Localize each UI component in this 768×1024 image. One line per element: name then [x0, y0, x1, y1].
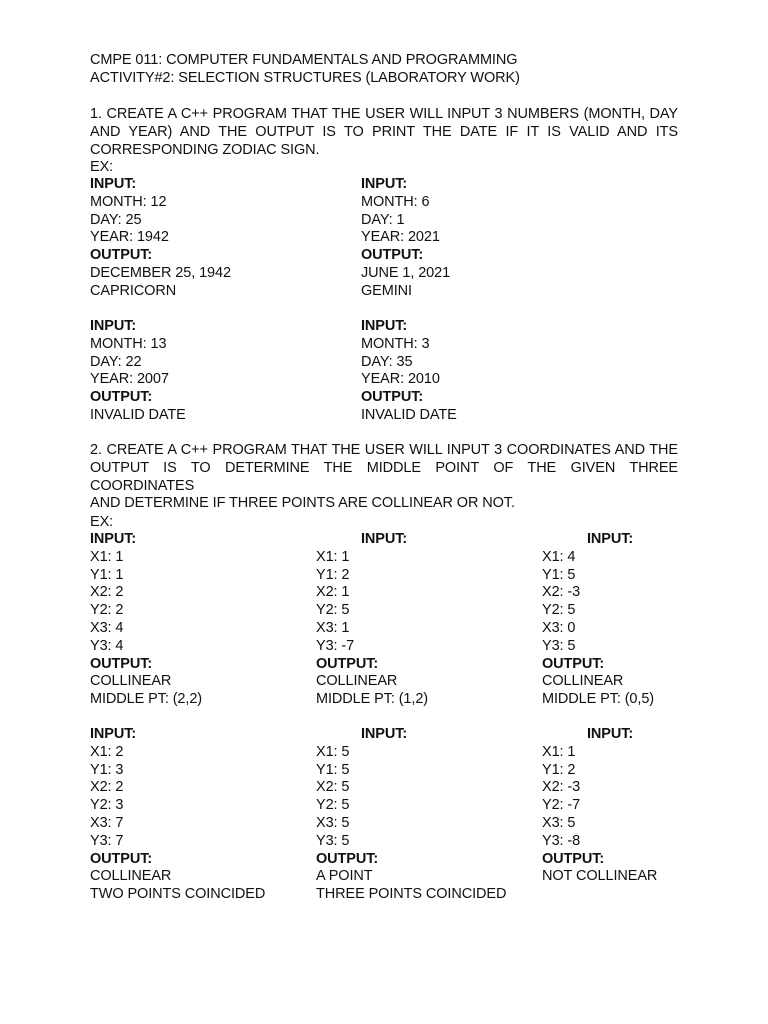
input-value: X1: 1 [90, 548, 124, 565]
input-label: INPUT: [361, 531, 408, 547]
input-value: X3: 5 [316, 814, 350, 831]
input-value: Y1: 5 [542, 566, 576, 583]
output-value: COLLINEAR [90, 868, 172, 885]
output-label: OUTPUT: [316, 655, 379, 672]
input-value: Y3: -8 [542, 832, 581, 849]
coordinate-example [90, 726, 265, 904]
question-2-line: OUTPUT IS TO DETERMINE THE MIDDLE POINT OF THE GIVEN THREE COORDINATES [90, 459, 678, 494]
coordinate-example [316, 531, 428, 709]
input-value: X3: 0 [542, 619, 576, 636]
output-value: COLLINEAR [542, 673, 624, 690]
input-value: Y2: 5 [542, 602, 576, 619]
input-value: Y3: -7 [316, 637, 355, 654]
input-value: X1: 1 [542, 743, 576, 760]
output-label: OUTPUT: [542, 655, 605, 672]
input-label: INPUT: [361, 176, 408, 192]
question-1-ex-label: EX: [90, 159, 114, 175]
coordinate-example [542, 726, 657, 886]
input-value: DAY: 35 [361, 353, 413, 370]
input-value: X3: 1 [316, 619, 350, 636]
input-value: DAY: 22 [90, 353, 142, 370]
date-example [361, 176, 450, 301]
coordinate-example [90, 531, 202, 709]
input-value: DAY: 25 [90, 211, 142, 228]
input-value: Y3: 5 [542, 637, 576, 654]
input-value: Y3: 4 [90, 637, 124, 654]
input-value: Y2: -7 [542, 797, 581, 814]
output-value: TWO POINTS COINCIDED [90, 886, 266, 903]
input-value: Y3: 5 [316, 832, 350, 849]
input-value: YEAR: 2021 [361, 229, 440, 246]
input-value: Y2: 3 [90, 797, 124, 814]
coordinate-example [542, 531, 654, 709]
input-value: YEAR: 2010 [361, 371, 440, 388]
output-label: OUTPUT: [316, 850, 379, 867]
input-value: X2: 1 [316, 584, 350, 601]
output-label: OUTPUT: [361, 389, 424, 406]
question-2-line: 2. CREATE A C++ PROGRAM THAT THE USER WILL INPUT 3 COORDINATES AND THE [90, 442, 678, 458]
input-label: INPUT: [361, 726, 408, 742]
question-1-line: 1. CREATE A C++ PROGRAM THAT THE USER WILL INPUT 3 NUMBERS (MONTH, DAY [90, 106, 678, 122]
output-value: GEMINI [361, 282, 412, 299]
output-label: OUTPUT: [361, 247, 424, 264]
input-value: Y3: 7 [90, 832, 124, 849]
course-title: CMPE 011: COMPUTER FUNDAMENTALS AND PROGRAMMING [90, 52, 518, 68]
input-value: MONTH: 3 [361, 335, 430, 352]
input-value: YEAR: 1942 [90, 229, 169, 246]
output-value: DECEMBER 25, 1942 [90, 264, 231, 281]
input-value: X2: -3 [542, 584, 581, 601]
coordinate-example [316, 726, 506, 904]
input-value: X1: 5 [316, 743, 350, 760]
activity-title: ACTIVITY#2: SELECTION STRUCTURES (LABORATORY WORK) [90, 70, 520, 86]
input-value: X2: 2 [90, 584, 124, 601]
input-value: Y1: 5 [316, 761, 350, 778]
input-value: X3: 5 [542, 814, 576, 831]
date-example [361, 318, 457, 425]
input-value: DAY: 1 [361, 211, 405, 228]
input-value: X2: 2 [90, 779, 124, 796]
input-value: X3: 4 [90, 619, 124, 636]
input-value: Y1: 1 [90, 566, 124, 583]
input-value: X1: 1 [316, 548, 350, 565]
input-label: INPUT: [90, 176, 137, 192]
input-label: INPUT: [361, 318, 408, 334]
input-value: Y2: 2 [90, 602, 124, 619]
input-label: INPUT: [90, 531, 137, 547]
input-value: Y1: 2 [542, 761, 576, 778]
output-value: NOT COLLINEAR [542, 868, 658, 885]
input-value: Y2: 5 [316, 797, 350, 814]
input-value: X3: 7 [90, 814, 124, 831]
output-value: INVALID DATE [361, 406, 457, 423]
question-2-text [90, 442, 678, 513]
input-label: INPUT: [90, 318, 137, 334]
date-example [90, 318, 186, 425]
input-value: X2: 5 [316, 779, 350, 796]
output-label: OUTPUT: [542, 850, 605, 867]
output-value: CAPRICORN [90, 282, 177, 299]
input-value: MONTH: 12 [90, 193, 167, 210]
input-label: INPUT: [587, 531, 634, 547]
output-label: OUTPUT: [90, 850, 153, 867]
output-value: MIDDLE PT: (2,2) [90, 691, 203, 708]
question-1-line: CORRESPONDING ZODIAC SIGN. [90, 141, 320, 158]
output-value: MIDDLE PT: (1,2) [316, 691, 429, 708]
output-value: MIDDLE PT: (0,5) [542, 691, 655, 708]
input-value: YEAR: 2007 [90, 371, 169, 388]
input-label: INPUT: [90, 726, 137, 742]
input-value: Y1: 3 [90, 761, 124, 778]
question-1-line: AND YEAR) AND THE OUTPUT IS TO PRINT THE DATE IF IT IS VALID AND ITS [90, 123, 678, 140]
input-value: X2: -3 [542, 779, 581, 796]
input-value: Y1: 2 [316, 566, 350, 583]
output-value: A POINT [316, 868, 373, 885]
output-label: OUTPUT: [90, 389, 153, 406]
output-value: JUNE 1, 2021 [361, 264, 451, 281]
question-2-ex-label: EX: [90, 514, 114, 530]
output-label: OUTPUT: [90, 655, 153, 672]
question-1-text [90, 106, 678, 159]
input-value: MONTH: 6 [361, 193, 430, 210]
output-label: OUTPUT: [90, 247, 153, 264]
input-value: X1: 2 [90, 743, 124, 760]
input-value: MONTH: 13 [90, 335, 167, 352]
output-value: INVALID DATE [90, 406, 186, 423]
output-value: COLLINEAR [316, 673, 398, 690]
question-2-line: AND DETERMINE IF THREE POINTS ARE COLLINEAR OR NOT. [90, 495, 515, 512]
output-value: COLLINEAR [90, 673, 172, 690]
date-example [90, 176, 231, 301]
input-value: X1: 4 [542, 548, 576, 565]
input-value: Y2: 5 [316, 602, 350, 619]
output-value: THREE POINTS COINCIDED [316, 886, 507, 903]
input-label: INPUT: [587, 726, 634, 742]
